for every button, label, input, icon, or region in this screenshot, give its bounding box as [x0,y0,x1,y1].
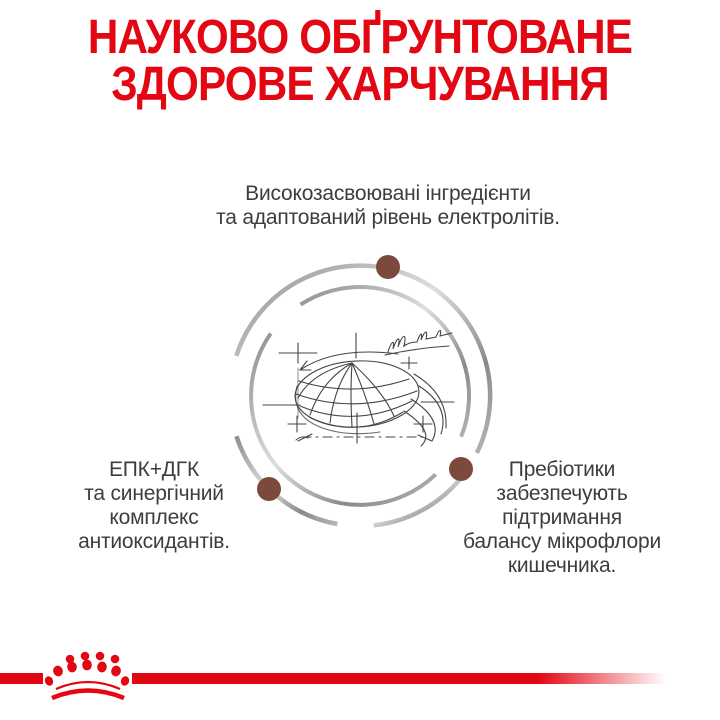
feature-line: балансу мікрофлори [462,530,662,553]
feature-line: кишечника. [507,554,617,577]
nutrient-dot-right [449,457,473,481]
signature-scribble [385,330,452,369]
page-title [43,11,677,111]
orbit-ring-inner [251,287,469,505]
feature-text-digestible-ingredients [158,182,618,230]
feature-line: комплекс [109,506,199,529]
feature-line: та адаптований рівень електролітів. [216,206,560,229]
feature-line: Пребіотики [508,458,616,481]
feature-line: та синергічний [84,482,224,505]
kibble-sketch-icon [263,330,454,446]
nutrient-dot-left [257,477,281,501]
dimension-line [296,434,432,441]
footer-accent-line-left [0,673,43,684]
feature-line: ЕПК+ДГК [108,458,200,481]
page-title-line-2: ЗДОРОВЕ ХАРЧУВАННЯ [111,58,609,111]
kibble-sketch-figure [200,230,520,550]
feature-line: антиоксидантів. [78,530,230,553]
royal-canin-crown-icon [44,650,132,702]
feature-line: забезпечують [496,482,628,505]
page-title-line-1: НАУКОВО ОБҐРУНТОВАНЕ [87,11,633,64]
nutrient-dot-top [376,255,400,279]
footer-accent-line-right [132,673,666,684]
feature-line: Високозасвоювані інгредієнти [245,182,531,205]
feature-line: підтримання [502,506,622,529]
